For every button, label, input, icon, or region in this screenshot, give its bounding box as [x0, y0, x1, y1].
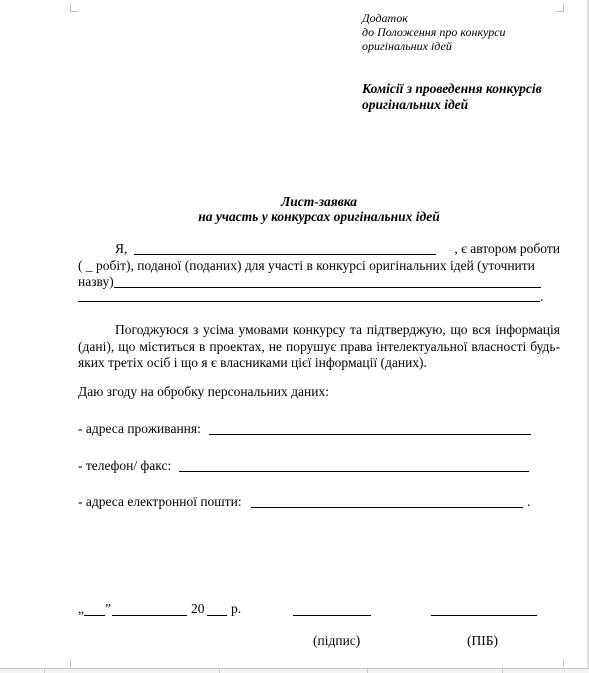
date-year-field[interactable] [207, 603, 227, 616]
document-title: Лист-заявка [280, 194, 358, 209]
email-end: . [527, 494, 531, 509]
address-field[interactable] [209, 422, 531, 435]
p1-line4-end: . [540, 289, 544, 304]
email-field[interactable] [251, 495, 523, 508]
document-subtitle: на участь у конкурсах оригінальних ідей [198, 209, 440, 224]
p1-line1-end: , є автором роботи [454, 241, 560, 256]
consent-text: Даю згоду на обробку персональних даних: [78, 384, 329, 399]
annex-line-3: оригінальних ідей [362, 39, 452, 53]
agreement-paragraph: Погоджуюся з усіма умовами конкурсу та підтверджую, що вся інформація (дані), що міститься в проектах, не порушує права інтелектуальної власності будь-яких третіх осіб і що я є власниками цієї інформації (даних). [78, 322, 560, 370]
p1-line3-start: назву) [78, 274, 114, 289]
date-open-quote: „ [78, 601, 84, 616]
date-close-quote: ” [105, 601, 111, 616]
annex-line-2: до Положення про конкурси [362, 25, 506, 39]
date-month-field[interactable] [112, 603, 187, 616]
signature-label: (підпис) [313, 633, 361, 648]
crop-mark-top-right [556, 4, 564, 12]
crop-mark-bottom-right [556, 660, 564, 667]
addressee-line-1: Комісії з проведення конкурсів [362, 81, 542, 96]
date-year-suffix: р. [231, 601, 242, 616]
author-name-field[interactable] [134, 242, 436, 255]
phone-label: - телефон/ факс: [78, 458, 172, 473]
email-label: - адреса електронної пошти: [78, 494, 242, 509]
addressee-line-2: оригінальних ідей [362, 97, 469, 112]
p1-line1-start: Я, [115, 241, 128, 256]
crop-mark-bottom-left [70, 660, 78, 667]
annex-line-1: Додаток [362, 11, 408, 25]
date-year-prefix: 20 [191, 601, 205, 616]
full-name-label: (ПІБ) [467, 633, 498, 648]
work-title-field-line-2[interactable] [78, 289, 540, 302]
work-title-field[interactable] [114, 275, 541, 288]
date-day-field[interactable] [84, 603, 105, 616]
address-label: - адреса проживання: [78, 421, 201, 436]
phone-field[interactable] [179, 459, 529, 472]
crop-mark-top-left [70, 4, 78, 12]
signature-field[interactable] [293, 603, 371, 616]
p1-line2: ( _ робіт), поданої (поданих) для участі в конкурсі оригінальних ідей (уточнити [78, 258, 535, 273]
full-name-field[interactable] [431, 603, 537, 616]
page-bottom-edge [0, 668, 589, 673]
